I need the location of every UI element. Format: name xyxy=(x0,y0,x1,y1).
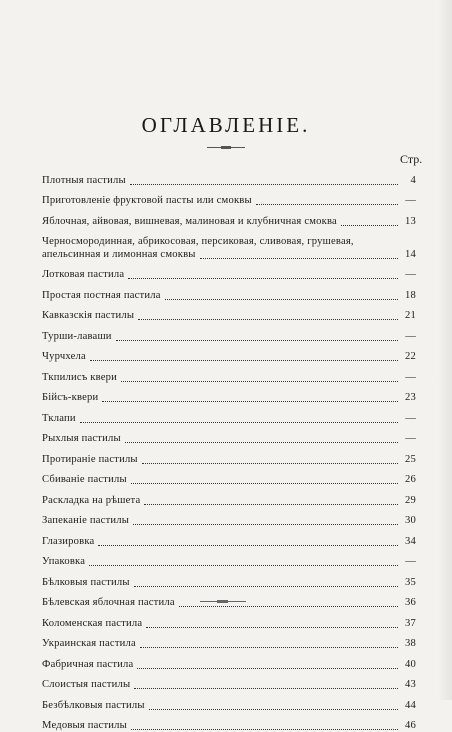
toc-entry-title: Украинская пастила xyxy=(42,637,136,650)
toc-entry-page: 38 xyxy=(402,637,416,650)
toc-entry xyxy=(42,466,416,487)
toc-entry xyxy=(42,486,416,507)
toc-entry-page: 36 xyxy=(402,596,416,609)
dot-leader xyxy=(80,421,398,423)
page-column-header: Стр. xyxy=(400,152,422,167)
toc-entry-title: Чурчхела xyxy=(42,350,86,363)
dot-leader xyxy=(140,646,398,648)
toc-entry-page: 34 xyxy=(402,535,416,548)
toc-entry xyxy=(42,650,416,671)
toc-entry xyxy=(42,507,416,528)
dot-leader xyxy=(102,400,398,402)
dot-leader xyxy=(256,203,398,205)
toc-entry-title: Турши-лаваши xyxy=(42,330,112,343)
toc-entry-title: Простая постная пастила xyxy=(42,289,161,302)
toc-entry-title: Коломенская пастила xyxy=(42,617,142,630)
dot-leader xyxy=(131,482,398,484)
page-title: ОГЛАВЛЕНІЕ. xyxy=(0,113,452,138)
toc-entry-title: Тклапи xyxy=(42,412,76,425)
toc-entry-title: Упаковка xyxy=(42,555,85,568)
toc-entry xyxy=(42,691,416,712)
toc-entry xyxy=(42,548,416,569)
table-of-contents xyxy=(42,166,416,732)
toc-entry-title: Рыхлыя пастилы xyxy=(42,432,121,445)
toc-entry xyxy=(42,281,416,302)
toc-entry-page: — xyxy=(402,412,416,425)
toc-entry-page: 43 xyxy=(402,678,416,691)
bottom-ornament xyxy=(200,601,246,604)
toc-entry-page: 13 xyxy=(402,215,416,228)
toc-entry-page: 40 xyxy=(402,658,416,671)
toc-entry-title: Лотковая пастила xyxy=(42,268,124,281)
dot-leader xyxy=(134,687,398,689)
dot-leader xyxy=(131,728,398,730)
toc-entry xyxy=(42,671,416,692)
dot-leader xyxy=(116,339,398,341)
dot-leader xyxy=(137,667,398,669)
title-ornament xyxy=(207,147,245,150)
toc-entry-page: 22 xyxy=(402,350,416,363)
dot-leader xyxy=(200,257,398,259)
dot-leader xyxy=(341,224,398,226)
toc-entry xyxy=(42,630,416,651)
toc-entry xyxy=(42,589,416,610)
toc-entry-title: Яблочная, айвовая, вишневая, малиновая и клубничная смоква xyxy=(42,215,337,228)
dot-leader xyxy=(98,544,398,546)
toc-entry-page: 4 xyxy=(402,174,416,187)
toc-entry-title: Безбѣлковыя пастилы xyxy=(42,699,145,712)
toc-entry xyxy=(42,425,416,446)
toc-entry xyxy=(42,302,416,323)
toc-entry-page: 29 xyxy=(402,494,416,507)
dot-leader xyxy=(134,585,398,587)
toc-entry-page: 25 xyxy=(402,453,416,466)
toc-entry-page: 35 xyxy=(402,576,416,589)
toc-entry-page: 23 xyxy=(402,391,416,404)
toc-entry-title: Сбиваніе пастилы xyxy=(42,473,127,486)
toc-entry-page: 26 xyxy=(402,473,416,486)
toc-entry xyxy=(42,322,416,343)
dot-leader xyxy=(130,183,398,185)
toc-entry-page: 30 xyxy=(402,514,416,527)
toc-entry-title: Раскладка на рѣшета xyxy=(42,494,140,507)
toc-entry-title: Слоистыя пастилы xyxy=(42,678,130,691)
toc-entry-page: — xyxy=(402,432,416,445)
toc-entry-title: Глазировка xyxy=(42,535,94,548)
toc-entry-page: 18 xyxy=(402,289,416,302)
toc-entry-line2 xyxy=(42,248,416,261)
toc-entry-page: — xyxy=(402,268,416,281)
toc-entry-page: 14 xyxy=(402,248,416,261)
dot-leader xyxy=(165,298,398,300)
toc-entry xyxy=(42,404,416,425)
toc-entry xyxy=(42,207,416,228)
toc-entry-title: Медовыя пастилы xyxy=(42,719,127,732)
toc-entry-title: Плотныя пастилы xyxy=(42,174,126,187)
dot-leader xyxy=(146,626,398,628)
toc-entry-title: Бѣлковыя пастилы xyxy=(42,576,130,589)
toc-entry xyxy=(42,712,416,732)
toc-entry-page: 44 xyxy=(402,699,416,712)
toc-entry-title: Ткпилисъ квери xyxy=(42,371,117,384)
toc-entry-title: Бѣлевская яблочная пастила xyxy=(42,596,175,609)
toc-entry-title: Бійсъ-квери xyxy=(42,391,98,404)
toc-entry xyxy=(42,343,416,364)
toc-entry xyxy=(42,166,416,187)
toc-entry-page: — xyxy=(402,330,416,343)
toc-entry xyxy=(42,384,416,405)
toc-entry-title-line2: апельсинная и лимонная смоквы xyxy=(42,248,196,261)
toc-entry xyxy=(42,187,416,208)
page-edge-shadow xyxy=(438,0,452,700)
toc-entry-page: 37 xyxy=(402,617,416,630)
toc-entry xyxy=(42,609,416,630)
toc-entry-title: Приготовленіе фруктовой пасты или смоквы xyxy=(42,194,252,207)
dot-leader xyxy=(149,708,398,710)
toc-entry xyxy=(42,445,416,466)
dot-leader xyxy=(142,462,398,464)
dot-leader xyxy=(90,359,398,361)
toc-entry-title: Кавказскія пастилы xyxy=(42,309,134,322)
toc-entry xyxy=(42,228,416,261)
dot-leader xyxy=(89,564,398,566)
toc-entry xyxy=(42,568,416,589)
toc-entry-page: — xyxy=(402,555,416,568)
toc-entry-page: — xyxy=(402,194,416,207)
dot-leader xyxy=(138,318,398,320)
toc-entry xyxy=(42,527,416,548)
toc-entry-page: — xyxy=(402,371,416,384)
toc-entry-page: 21 xyxy=(402,309,416,322)
dot-leader xyxy=(179,605,398,607)
toc-entry xyxy=(42,363,416,384)
toc-entry-title: Фабричная пастила xyxy=(42,658,133,671)
toc-entry xyxy=(42,261,416,282)
dot-leader xyxy=(125,441,398,443)
toc-entry-title: Запеканіе пастилы xyxy=(42,514,129,527)
toc-entry-title: Протираніе пастилы xyxy=(42,453,138,466)
dot-leader xyxy=(133,523,398,525)
toc-entry-title-line1: Черносмородинная, абрикосовая, персиковая, сливовая, грушевая, xyxy=(42,235,416,248)
dot-leader xyxy=(128,277,398,279)
dot-leader xyxy=(144,503,398,505)
dot-leader xyxy=(121,380,398,382)
toc-entry-page: 46 xyxy=(402,719,416,732)
